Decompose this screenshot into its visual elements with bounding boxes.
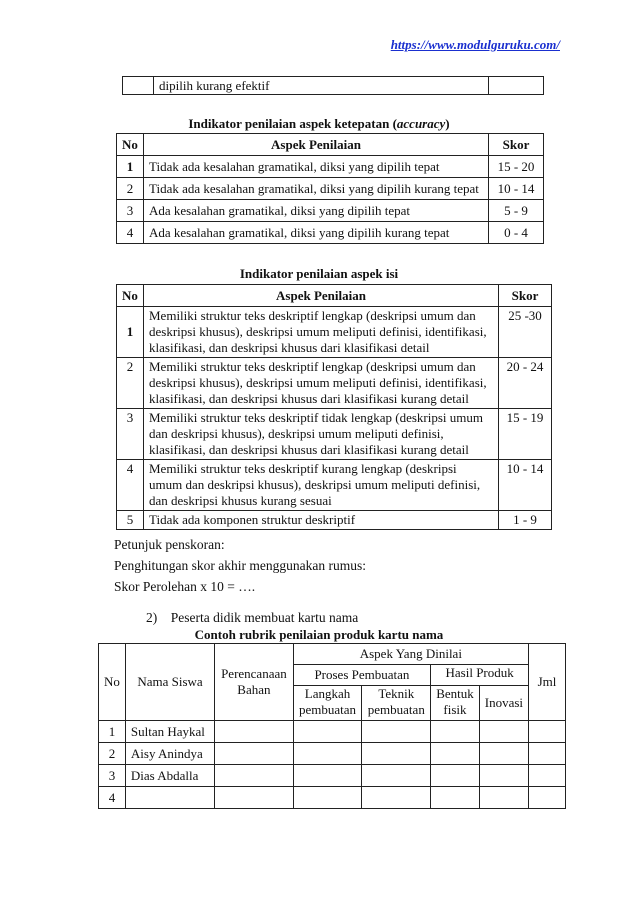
- row-no: 1: [117, 307, 144, 358]
- row-no: 3: [117, 409, 144, 460]
- table-cell: [215, 743, 293, 765]
- title-emphasis: accuracy: [396, 116, 446, 131]
- title-text: Indikator penilaian aspek ketepatan (: [188, 116, 397, 131]
- row-skor: 20 - 24: [499, 358, 552, 409]
- row-skor: 15 - 20: [489, 156, 544, 178]
- table-header-row: [99, 644, 566, 665]
- table-row: [117, 358, 552, 409]
- table-row: [117, 511, 552, 530]
- row-aspek: Memiliki struktur teks deskriptif tidak lengkap (deskripsi umum dan deskripsi khusus), deskripsi umum meliputi definisi, klasifikasi, dan deskripsi khusus dari klasifikasi kurang detail: [144, 409, 499, 460]
- header-bentuk: Bentuk fisik: [431, 686, 480, 721]
- table-row: [117, 156, 544, 178]
- table-cell: [293, 721, 362, 743]
- table-cell: [479, 787, 528, 809]
- header-teknik: Teknik pembuatan: [362, 686, 431, 721]
- header-skor: Skor: [499, 285, 552, 307]
- row-skor: 10 - 14: [499, 460, 552, 511]
- row-nama: Aisy Anindya: [125, 743, 214, 765]
- header-proses: Proses Pembuatan: [293, 665, 431, 686]
- header-inovasi: Inovasi: [479, 686, 528, 721]
- row-aspek: Tidak ada komponen struktur deskriptif: [144, 511, 499, 530]
- header-jml: Jml: [529, 644, 566, 721]
- row-skor: 1 - 9: [499, 511, 552, 530]
- scoring-note: Penghitungan skor akhir menggunakan rumus:: [114, 558, 366, 573]
- title-text: ): [445, 116, 450, 131]
- table-row: [99, 721, 566, 743]
- table-cell: [529, 787, 566, 809]
- source-url[interactable]: https://www.modulguruku.com/: [390, 37, 560, 52]
- isi-title: Indikator penilaian aspek isi: [239, 266, 399, 281]
- header-langkah: Langkah pembuatan: [293, 686, 362, 721]
- table-cell: [293, 743, 362, 765]
- list-item: 2) Peserta didik membuat kartu nama: [146, 610, 359, 625]
- table-cell: [293, 765, 362, 787]
- header-no: No: [117, 285, 144, 307]
- table-cell: [215, 787, 293, 809]
- header-nama: Nama Siswa: [125, 644, 214, 721]
- row-nama: [125, 787, 214, 809]
- table-row: [117, 460, 552, 511]
- row-no: 3: [117, 200, 144, 222]
- table-cell: [479, 743, 528, 765]
- row-no: 2: [117, 178, 144, 200]
- row-aspek: Tidak ada kesalahan gramatikal, diksi yang dipilih kurang tepat: [144, 178, 489, 200]
- table-row: [99, 787, 566, 809]
- table-row: [117, 307, 552, 358]
- product-rubric-table: [98, 643, 566, 809]
- table-cell: [529, 743, 566, 765]
- table-cell: [431, 743, 480, 765]
- accuracy-title: [0, 116, 638, 132]
- row-aspek: Ada kesalahan gramatikal, diksi yang dipilih tepat: [144, 200, 489, 222]
- table-row: [123, 77, 544, 95]
- table-row: [117, 409, 552, 460]
- header-no: No: [117, 134, 144, 156]
- row-aspek: Memiliki struktur teks deskriptif kurang lengkap (deskripsi umum dan deskripsi khusus), deskripsi umum meliputi definisi, dan deskripsi khusus kurang sesuai: [144, 460, 499, 511]
- row-no: 3: [99, 765, 126, 787]
- table-cell: [489, 77, 544, 95]
- table-header-row: [117, 134, 544, 156]
- row-skor: 0 - 4: [489, 222, 544, 244]
- table-row: [117, 222, 544, 244]
- header-aspek: Aspek Yang Dinilai: [293, 644, 528, 665]
- table-cell: [362, 721, 431, 743]
- table-row: [117, 178, 544, 200]
- row-aspek: Memiliki struktur teks deskriptif lengkap (deskripsi umum dan deskripsi khusus), deskripsi umum meliputi definisi, identifikasi, klasifikasi, dan deskripsi khusus dari klasifikasi kurang detail: [144, 358, 499, 409]
- row-no: 5: [117, 511, 144, 530]
- header-perencanaan: Perencanaan Bahan: [215, 644, 293, 721]
- table-cell: [123, 77, 154, 95]
- table-row: [99, 765, 566, 787]
- header-no: No: [99, 644, 126, 721]
- row-no: 1: [99, 721, 126, 743]
- row-no: 1: [117, 156, 144, 178]
- table-cell: [479, 765, 528, 787]
- table-cell: [362, 787, 431, 809]
- row-skor: 10 - 14: [489, 178, 544, 200]
- isi-table: [116, 284, 552, 530]
- row-nama: Sultan Haykal: [125, 721, 214, 743]
- table-row: [117, 200, 544, 222]
- row-nama: Dias Abdalla: [125, 765, 214, 787]
- row-skor: 15 - 19: [499, 409, 552, 460]
- header-aspek: Aspek Penilaian: [144, 285, 499, 307]
- scoring-formula: Skor Perolehan x 10 = ….: [114, 579, 256, 594]
- table-cell: [479, 721, 528, 743]
- product-title: Contoh rubrik penilaian produk kartu nama: [194, 627, 444, 642]
- fragment-table: [122, 76, 544, 95]
- header-skor: Skor: [489, 134, 544, 156]
- row-no: 4: [117, 460, 144, 511]
- table-header-row: [117, 285, 552, 307]
- table-cell: [215, 765, 293, 787]
- table-cell: [362, 765, 431, 787]
- table-cell: [431, 765, 480, 787]
- table-cell: [431, 787, 480, 809]
- row-skor: 25 -30: [499, 307, 552, 358]
- table-cell: [431, 721, 480, 743]
- row-aspek: Tidak ada kesalahan gramatikal, diksi yang dipilih tepat: [144, 156, 489, 178]
- row-no: 2: [99, 743, 126, 765]
- table-cell: dipilih kurang efektif: [154, 77, 489, 95]
- accuracy-table: [116, 133, 544, 244]
- table-cell: [362, 743, 431, 765]
- header-aspek: Aspek Penilaian: [144, 134, 489, 156]
- table-cell: [293, 787, 362, 809]
- row-skor: 5 - 9: [489, 200, 544, 222]
- row-no: 2: [117, 358, 144, 409]
- scoring-note: Petunjuk penskoran:: [114, 537, 225, 552]
- table-cell: [529, 721, 566, 743]
- row-no: 4: [99, 787, 126, 809]
- row-aspek: Memiliki struktur teks deskriptif lengkap (deskripsi umum dan deskripsi khusus), deskripsi umum meliputi definisi, identifikasi, klasifikasi, dan deskripsi khusus dari klasifikasi detail: [144, 307, 499, 358]
- table-cell: [215, 721, 293, 743]
- table-cell: [529, 765, 566, 787]
- table-row: [99, 743, 566, 765]
- row-aspek: Ada kesalahan gramatikal, diksi yang dipilih kurang tepat: [144, 222, 489, 244]
- row-no: 4: [117, 222, 144, 244]
- header-hasil: Hasil Produk: [431, 665, 529, 686]
